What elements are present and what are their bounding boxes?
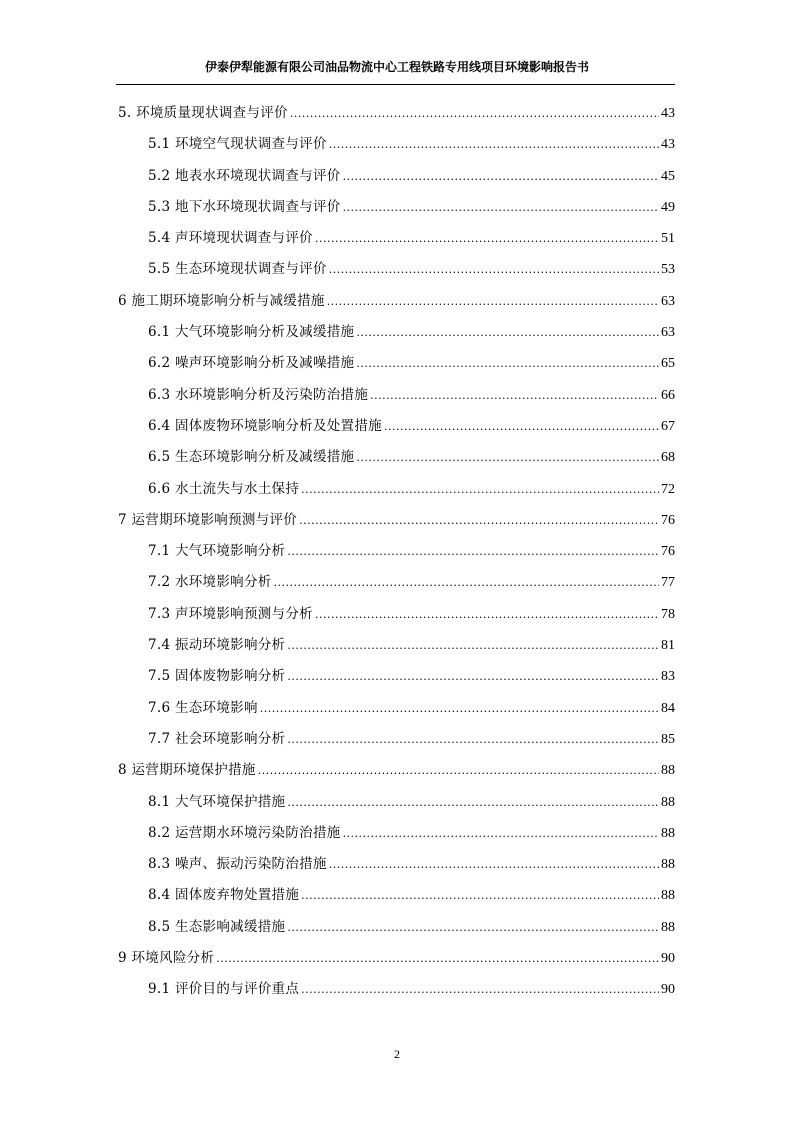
toc-entry[interactable] — [118, 787, 675, 818]
toc-entry-page-number: 53 — [661, 262, 675, 278]
toc-dot-leader — [329, 254, 659, 285]
toc-entry-title: 7.1 大气环境影响分析 — [148, 543, 286, 560]
toc-entry-title: 8.2 运营期水环境污染防治措施 — [148, 824, 341, 841]
toc-entry[interactable] — [118, 98, 675, 129]
toc-entry-page-number: 63 — [661, 325, 675, 341]
toc-entry-page-number: 76 — [661, 512, 675, 528]
toc-dot-leader — [356, 348, 659, 379]
toc-entry-page-number: 85 — [661, 731, 675, 747]
toc-entry[interactable] — [118, 161, 675, 192]
toc-entry-page-number: 81 — [661, 638, 675, 654]
toc-entry-page-number: 88 — [661, 888, 675, 904]
toc-dot-leader — [216, 943, 659, 974]
toc-dot-leader — [301, 974, 659, 1005]
toc-entry-title: 6.2 噪声环境影响分析及减噪措施 — [148, 355, 355, 372]
toc-dot-leader — [287, 536, 659, 567]
toc-entry-title: 5.2 地表水环境现状调查与评价 — [148, 167, 341, 184]
toc-dot-leader — [274, 567, 659, 598]
toc-entry[interactable] — [118, 474, 675, 505]
toc-entry[interactable] — [118, 818, 675, 849]
toc-entry-page-number: 43 — [661, 137, 675, 153]
toc-dot-leader — [315, 223, 659, 254]
toc-entry-title: 8.4 固体废弃物处置措施 — [148, 887, 300, 904]
toc-dot-leader — [356, 442, 659, 473]
toc-entry-title: 9 环境风险分析 — [118, 950, 215, 967]
toc-dot-leader — [343, 161, 659, 192]
toc-entry[interactable] — [118, 567, 675, 598]
toc-entry[interactable] — [118, 411, 675, 442]
toc-dot-leader — [343, 818, 659, 849]
toc-entry[interactable] — [118, 254, 675, 285]
toc-entry-page-number: 68 — [661, 450, 675, 466]
toc-entry-page-number: 77 — [661, 575, 675, 591]
toc-entry[interactable] — [118, 192, 675, 223]
toc-entry-title: 6.1 大气环境影响分析及减缓措施 — [148, 324, 355, 341]
toc-entry[interactable] — [118, 286, 675, 317]
toc-entry-page-number: 45 — [661, 168, 675, 184]
toc-entry-title: 7.5 固体废物影响分析 — [148, 668, 286, 685]
toc-entry[interactable] — [118, 442, 675, 473]
toc-dot-leader — [343, 192, 659, 223]
toc-entry[interactable] — [118, 129, 675, 160]
toc-entry-title: 9.1 评价目的与评价重点 — [148, 981, 300, 998]
page-number: 2 — [394, 1047, 400, 1061]
toc-entry-title: 7.3 声环境影响预测与分析 — [148, 605, 313, 622]
toc-entry-page-number: 76 — [661, 544, 675, 560]
toc-entry[interactable] — [118, 943, 675, 974]
toc-entry-page-number: 65 — [661, 356, 675, 372]
toc-dot-leader — [258, 755, 659, 786]
toc-dot-leader — [329, 129, 659, 160]
toc-entry-title: 7.7 社会环境影响分析 — [148, 730, 286, 747]
toc-entry-page-number: 43 — [661, 106, 675, 121]
toc-entry-page-number: 78 — [661, 606, 675, 622]
toc-entry-title: 8.3 噪声、振动污染防治措施 — [148, 856, 327, 873]
toc-entry-title: 8.5 生态影响减缓措施 — [148, 918, 286, 935]
toc-entry[interactable] — [118, 317, 675, 348]
toc-dot-leader — [301, 880, 659, 911]
toc-entry-page-number: 84 — [661, 700, 675, 716]
toc-entry-title: 6.5 生态环境影响分析及减缓措施 — [148, 449, 355, 466]
toc-entry-page-number: 88 — [661, 857, 675, 873]
toc-entry-page-number: 63 — [661, 293, 675, 309]
toc-entry[interactable] — [118, 380, 675, 411]
toc-entry-page-number: 49 — [661, 199, 675, 215]
toc-entry-title: 7.6 生态环境影响 — [148, 699, 258, 716]
table-of-contents — [118, 98, 675, 1006]
toc-dot-leader — [260, 693, 659, 724]
toc-entry[interactable] — [118, 693, 675, 724]
toc-entry-page-number: 90 — [661, 982, 675, 998]
header-divider — [116, 84, 675, 85]
toc-entry-title: 5.1 环境空气现状调查与评价 — [148, 136, 327, 153]
toc-entry[interactable] — [118, 755, 675, 786]
toc-dot-leader — [315, 599, 659, 630]
toc-entry[interactable] — [118, 630, 675, 661]
toc-entry-page-number: 83 — [661, 669, 675, 685]
toc-dot-leader — [384, 411, 659, 442]
toc-entry[interactable] — [118, 599, 675, 630]
toc-entry-page-number: 88 — [661, 794, 675, 810]
toc-entry-title: 7.2 水环境影响分析 — [148, 574, 272, 591]
toc-dot-leader — [370, 380, 659, 411]
toc-entry-title: 5.3 地下水环境现状调查与评价 — [148, 198, 341, 215]
toc-dot-leader — [327, 286, 659, 317]
toc-entry-page-number: 66 — [661, 387, 675, 403]
report-header-title: 伊泰伊犁能源有限公司油品物流中心工程铁路专用线项目环境影响报告书 — [204, 60, 589, 74]
toc-entry[interactable] — [118, 661, 675, 692]
toc-entry-page-number: 51 — [661, 231, 675, 247]
toc-entry[interactable] — [118, 849, 675, 880]
toc-entry[interactable] — [118, 912, 675, 943]
toc-entry-title: 5. 环境质量现状调查与评价 — [118, 105, 288, 121]
toc-entry-title: 6.3 水环境影响分析及污染防治措施 — [148, 386, 369, 403]
toc-entry-title: 6.6 水土流失与水土保持 — [148, 480, 300, 497]
toc-dot-leader — [299, 505, 659, 536]
toc-dot-leader — [287, 630, 659, 661]
toc-entry[interactable] — [118, 974, 675, 1005]
toc-dot-leader — [287, 912, 659, 943]
toc-entry-title: 7 运营期环境影响预测与评价 — [118, 511, 298, 528]
toc-entry-title: 8 运营期环境保护措施 — [118, 762, 256, 779]
toc-entry[interactable] — [118, 505, 675, 536]
toc-entry-page-number: 72 — [661, 481, 675, 497]
toc-entry[interactable] — [118, 536, 675, 567]
toc-entry-title: 5.4 声环境现状调查与评价 — [148, 230, 313, 247]
toc-dot-leader — [290, 98, 659, 129]
toc-dot-leader — [287, 724, 659, 755]
toc-dot-leader — [329, 849, 659, 880]
toc-entry[interactable] — [118, 223, 675, 254]
toc-dot-leader — [287, 787, 659, 818]
toc-entry-page-number: 88 — [661, 825, 675, 841]
toc-dot-leader — [301, 474, 659, 505]
toc-entry-title: 5.5 生态环境现状调查与评价 — [148, 261, 327, 278]
toc-entry-page-number: 90 — [661, 951, 675, 967]
toc-entry[interactable] — [118, 348, 675, 379]
toc-entry[interactable] — [118, 724, 675, 755]
toc-entry[interactable] — [118, 880, 675, 911]
toc-entry-title: 6 施工期环境影响分析与减缓措施 — [118, 292, 325, 309]
toc-entry-title: 7.4 振动环境影响分析 — [148, 637, 286, 654]
toc-entry-page-number: 67 — [661, 418, 675, 434]
toc-entry-title: 8.1 大气环境保护措施 — [148, 793, 286, 810]
toc-dot-leader — [356, 317, 659, 348]
toc-entry-title: 6.4 固体废物环境影响分析及处置措施 — [148, 417, 382, 434]
toc-dot-leader — [287, 661, 659, 692]
toc-entry-page-number: 88 — [661, 763, 675, 779]
toc-entry-page-number: 88 — [661, 919, 675, 935]
